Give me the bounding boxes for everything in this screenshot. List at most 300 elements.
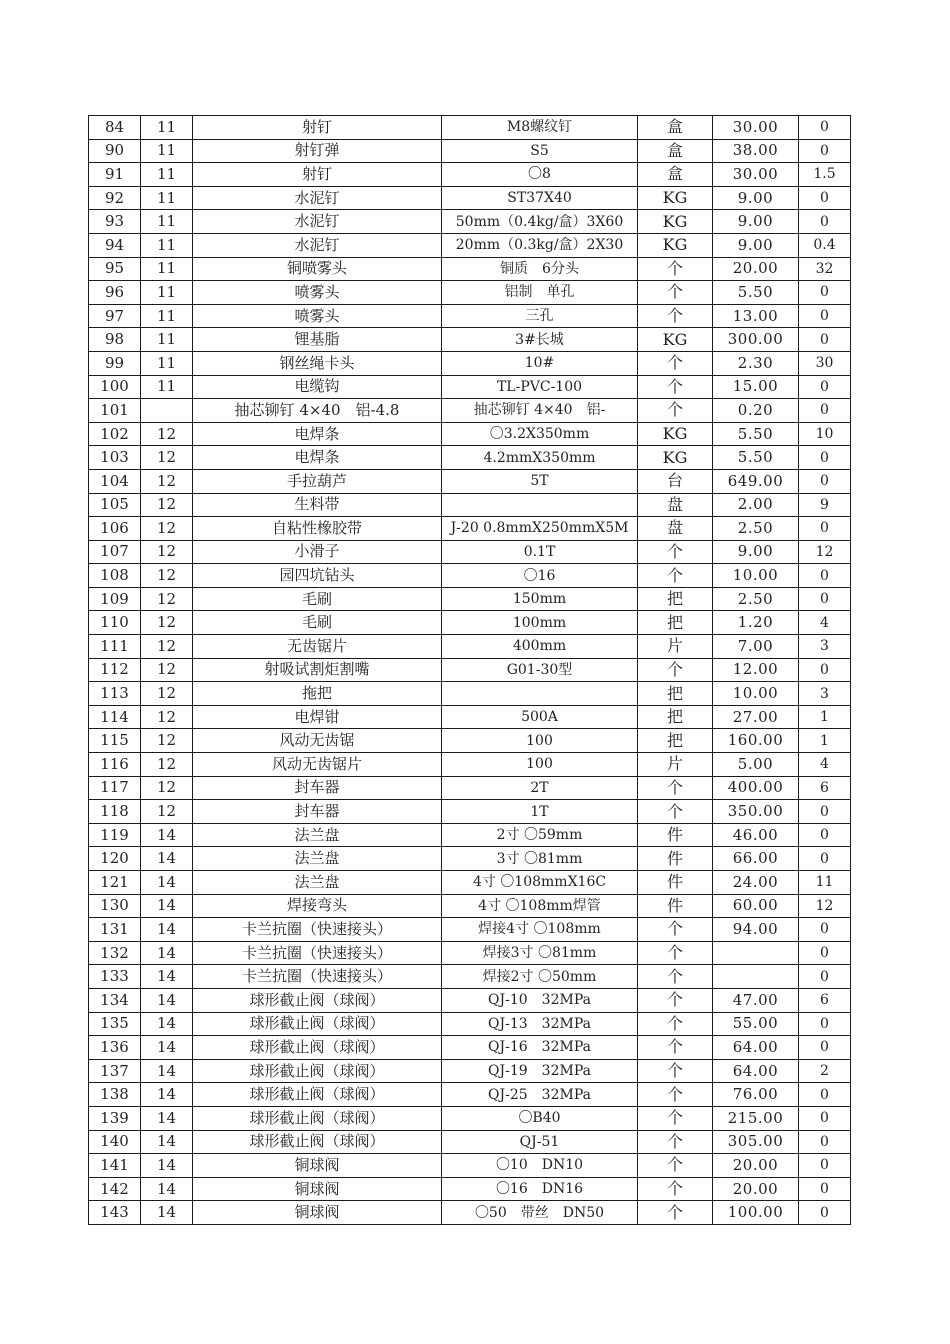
specification-cell: 焊接4寸 〇108mm xyxy=(442,918,638,942)
unit-cell: 把 xyxy=(638,729,713,753)
unit-cell: 盒 xyxy=(638,139,713,163)
unit-price-cell: 215.00 xyxy=(713,1106,799,1130)
unit-price-cell: 24.00 xyxy=(713,871,799,895)
item-name-cell: 钢丝绳卡头 xyxy=(193,351,442,375)
unit-price-cell: 38.00 xyxy=(713,139,799,163)
unit-price-cell: 47.00 xyxy=(713,988,799,1012)
item-number-cell: 139 xyxy=(89,1106,141,1130)
unit-price-cell: 0.20 xyxy=(713,399,799,423)
item-name-cell: 风动无齿锯片 xyxy=(193,753,442,777)
category-cell: 14 xyxy=(141,941,193,965)
unit-cell: 片 xyxy=(638,635,713,659)
quantity-cell: 0 xyxy=(799,1177,851,1201)
unit-cell: KG xyxy=(638,328,713,352)
unit-cell: 盘 xyxy=(638,517,713,541)
item-number-cell: 112 xyxy=(89,658,141,682)
item-name-cell: 小滑子 xyxy=(193,540,442,564)
item-number-cell: 143 xyxy=(89,1201,141,1225)
specification-cell: 50mm（0.4kg/盒）3X60 xyxy=(442,210,638,234)
quantity-cell: 1 xyxy=(799,705,851,729)
category-cell: 12 xyxy=(141,422,193,446)
quantity-cell: 0 xyxy=(799,941,851,965)
quantity-cell: 0 xyxy=(799,1036,851,1060)
quantity-cell: 4 xyxy=(799,611,851,635)
unit-cell: 个 xyxy=(638,1059,713,1083)
quantity-cell: 0 xyxy=(799,399,851,423)
unit-cell: 个 xyxy=(638,1177,713,1201)
item-name-cell: 电缆钩 xyxy=(193,375,442,399)
table-row xyxy=(89,1059,851,1083)
table-row xyxy=(89,1130,851,1154)
quantity-cell: 0 xyxy=(799,587,851,611)
unit-price-cell: 55.00 xyxy=(713,1012,799,1036)
table-row xyxy=(89,776,851,800)
category-cell: 12 xyxy=(141,682,193,706)
unit-price-cell: 13.00 xyxy=(713,304,799,328)
specification-cell: 0.1T xyxy=(442,540,638,564)
category-cell: 14 xyxy=(141,1154,193,1178)
specification-cell: G01-30型 xyxy=(442,658,638,682)
table-row xyxy=(89,1012,851,1036)
item-name-cell: 锂基脂 xyxy=(193,328,442,352)
table-row xyxy=(89,705,851,729)
table-row xyxy=(89,351,851,375)
quantity-cell: 0 xyxy=(799,1106,851,1130)
item-name-cell: 封车器 xyxy=(193,776,442,800)
unit-cell: 把 xyxy=(638,705,713,729)
item-name-cell: 卡兰抗圈（快速接头） xyxy=(193,918,442,942)
item-number-cell: 116 xyxy=(89,753,141,777)
quantity-cell: 6 xyxy=(799,776,851,800)
quantity-cell: 10 xyxy=(799,422,851,446)
unit-price-cell: 30.00 xyxy=(713,116,799,140)
category-cell: 12 xyxy=(141,493,193,517)
unit-price-cell xyxy=(713,965,799,989)
category-cell: 14 xyxy=(141,1059,193,1083)
unit-price-cell: 9.00 xyxy=(713,233,799,257)
item-number-cell: 117 xyxy=(89,776,141,800)
table-row xyxy=(89,540,851,564)
item-name-cell: 射吸试割炬割嘴 xyxy=(193,658,442,682)
quantity-cell: 0 xyxy=(799,116,851,140)
specification-cell: 〇3.2X350mm xyxy=(442,422,638,446)
unit-cell: 件 xyxy=(638,823,713,847)
table-row xyxy=(89,965,851,989)
table-row xyxy=(89,587,851,611)
table-row xyxy=(89,469,851,493)
table-row xyxy=(89,281,851,305)
specification-cell: 20mm（0.3kg/盒）2X30 xyxy=(442,233,638,257)
quantity-cell: 12 xyxy=(799,540,851,564)
table-row xyxy=(89,1036,851,1060)
item-number-cell: 130 xyxy=(89,894,141,918)
specification-cell: 三孔 xyxy=(442,304,638,328)
item-number-cell: 106 xyxy=(89,517,141,541)
category-cell: 14 xyxy=(141,894,193,918)
unit-cell: 件 xyxy=(638,871,713,895)
unit-cell: 件 xyxy=(638,847,713,871)
quantity-cell: 30 xyxy=(799,351,851,375)
unit-cell: KG xyxy=(638,210,713,234)
inventory-table-body xyxy=(89,116,851,1225)
category-cell: 11 xyxy=(141,163,193,187)
unit-cell: KG xyxy=(638,233,713,257)
quantity-cell: 0 xyxy=(799,304,851,328)
item-number-cell: 104 xyxy=(89,469,141,493)
quantity-cell: 0 xyxy=(799,517,851,541)
unit-price-cell: 27.00 xyxy=(713,705,799,729)
category-cell: 12 xyxy=(141,469,193,493)
item-name-cell: 无齿锯片 xyxy=(193,635,442,659)
item-number-cell: 110 xyxy=(89,611,141,635)
item-number-cell: 93 xyxy=(89,210,141,234)
item-number-cell: 121 xyxy=(89,871,141,895)
specification-cell: 5T xyxy=(442,469,638,493)
unit-price-cell: 76.00 xyxy=(713,1083,799,1107)
category-cell: 12 xyxy=(141,658,193,682)
item-number-cell: 97 xyxy=(89,304,141,328)
item-name-cell: 风动无齿锯 xyxy=(193,729,442,753)
specification-cell: 500A xyxy=(442,705,638,729)
table-row xyxy=(89,328,851,352)
unit-cell: 把 xyxy=(638,611,713,635)
item-name-cell: 自粘性橡胶带 xyxy=(193,517,442,541)
item-name-cell: 喷雾头 xyxy=(193,281,442,305)
specification-cell: S5 xyxy=(442,139,638,163)
specification-cell: 4寸 〇108mm焊管 xyxy=(442,894,638,918)
unit-price-cell: 30.00 xyxy=(713,163,799,187)
item-number-cell: 84 xyxy=(89,116,141,140)
table-row xyxy=(89,823,851,847)
unit-price-cell: 64.00 xyxy=(713,1059,799,1083)
table-row xyxy=(89,1106,851,1130)
item-name-cell: 手拉葫芦 xyxy=(193,469,442,493)
table-row xyxy=(89,1083,851,1107)
table-row xyxy=(89,988,851,1012)
specification-cell: 150mm xyxy=(442,587,638,611)
item-number-cell: 98 xyxy=(89,328,141,352)
item-name-cell: 铜球阀 xyxy=(193,1201,442,1225)
quantity-cell: 4 xyxy=(799,753,851,777)
quantity-cell: 0 xyxy=(799,918,851,942)
unit-price-cell: 160.00 xyxy=(713,729,799,753)
unit-price-cell: 2.50 xyxy=(713,587,799,611)
unit-cell: 个 xyxy=(638,918,713,942)
specification-cell: M8螺纹钉 xyxy=(442,116,638,140)
table-row xyxy=(89,233,851,257)
unit-cell: 个 xyxy=(638,1036,713,1060)
item-number-cell: 115 xyxy=(89,729,141,753)
item-number-cell: 96 xyxy=(89,281,141,305)
unit-price-cell: 9.00 xyxy=(713,210,799,234)
item-name-cell: 封车器 xyxy=(193,800,442,824)
item-number-cell: 92 xyxy=(89,186,141,210)
quantity-cell: 1 xyxy=(799,729,851,753)
category-cell: 12 xyxy=(141,540,193,564)
category-cell: 12 xyxy=(141,446,193,470)
unit-cell: 个 xyxy=(638,800,713,824)
quantity-cell: 6 xyxy=(799,988,851,1012)
unit-price-cell: 9.00 xyxy=(713,186,799,210)
category-cell: 11 xyxy=(141,210,193,234)
table-row xyxy=(89,871,851,895)
item-number-cell: 135 xyxy=(89,1012,141,1036)
item-name-cell: 焊接弯头 xyxy=(193,894,442,918)
unit-cell: 个 xyxy=(638,1012,713,1036)
specification-cell: QJ-51 xyxy=(442,1130,638,1154)
specification-cell: 〇B40 xyxy=(442,1106,638,1130)
unit-price-cell: 10.00 xyxy=(713,682,799,706)
quantity-cell: 0 xyxy=(799,1154,851,1178)
category-cell: 14 xyxy=(141,1177,193,1201)
unit-cell: KG xyxy=(638,446,713,470)
specification-cell: 〇50 带丝 DN50 xyxy=(442,1201,638,1225)
item-number-cell: 142 xyxy=(89,1177,141,1201)
item-number-cell: 141 xyxy=(89,1154,141,1178)
category-cell: 14 xyxy=(141,965,193,989)
unit-cell: 个 xyxy=(638,1130,713,1154)
category-cell: 12 xyxy=(141,776,193,800)
item-number-cell: 99 xyxy=(89,351,141,375)
quantity-cell: 2 xyxy=(799,1059,851,1083)
table-row xyxy=(89,611,851,635)
quantity-cell: 0 xyxy=(799,1201,851,1225)
unit-cell: 个 xyxy=(638,1083,713,1107)
specification-cell: QJ-10 32MPa xyxy=(442,988,638,1012)
item-name-cell: 抽芯铆钉 4×40 铝-4.8 xyxy=(193,399,442,423)
unit-price-cell: 20.00 xyxy=(713,1154,799,1178)
category-cell: 11 xyxy=(141,186,193,210)
table-row xyxy=(89,139,851,163)
quantity-cell: 0 xyxy=(799,139,851,163)
category-cell: 14 xyxy=(141,918,193,942)
unit-cell: 个 xyxy=(638,1106,713,1130)
unit-price-cell: 300.00 xyxy=(713,328,799,352)
specification-cell: 100 xyxy=(442,729,638,753)
item-number-cell: 132 xyxy=(89,941,141,965)
specification-cell: 4寸 〇108mmX16C xyxy=(442,871,638,895)
category-cell: 14 xyxy=(141,871,193,895)
unit-price-cell: 60.00 xyxy=(713,894,799,918)
quantity-cell: 0 xyxy=(799,186,851,210)
specification-cell: 焊接2寸 〇50mm xyxy=(442,965,638,989)
quantity-cell: 0.4 xyxy=(799,233,851,257)
table-row xyxy=(89,564,851,588)
quantity-cell: 0 xyxy=(799,658,851,682)
category-cell: 11 xyxy=(141,257,193,281)
table-row xyxy=(89,257,851,281)
table-row xyxy=(89,658,851,682)
unit-cell: 个 xyxy=(638,988,713,1012)
quantity-cell: 11 xyxy=(799,871,851,895)
unit-price-cell: 400.00 xyxy=(713,776,799,800)
category-cell: 11 xyxy=(141,233,193,257)
specification-cell: 400mm xyxy=(442,635,638,659)
item-number-cell: 100 xyxy=(89,375,141,399)
table-row xyxy=(89,210,851,234)
unit-cell: 个 xyxy=(638,351,713,375)
item-name-cell: 生料带 xyxy=(193,493,442,517)
table-row xyxy=(89,116,851,140)
quantity-cell: 0 xyxy=(799,564,851,588)
unit-price-cell: 12.00 xyxy=(713,658,799,682)
item-number-cell: 94 xyxy=(89,233,141,257)
item-name-cell: 喷雾头 xyxy=(193,304,442,328)
specification-cell: 〇10 DN10 xyxy=(442,1154,638,1178)
item-number-cell: 118 xyxy=(89,800,141,824)
unit-price-cell: 9.00 xyxy=(713,540,799,564)
item-name-cell: 法兰盘 xyxy=(193,871,442,895)
item-number-cell: 95 xyxy=(89,257,141,281)
unit-cell: 个 xyxy=(638,564,713,588)
specification-cell: 1T xyxy=(442,800,638,824)
table-row xyxy=(89,729,851,753)
table-row xyxy=(89,800,851,824)
unit-cell: 件 xyxy=(638,894,713,918)
item-number-cell: 113 xyxy=(89,682,141,706)
item-number-cell: 107 xyxy=(89,540,141,564)
unit-price-cell: 94.00 xyxy=(713,918,799,942)
specification-cell: 100mm xyxy=(442,611,638,635)
unit-cell: 把 xyxy=(638,587,713,611)
table-row xyxy=(89,493,851,517)
quantity-cell: 0 xyxy=(799,469,851,493)
unit-price-cell: 305.00 xyxy=(713,1130,799,1154)
item-name-cell: 球形截止阀（球阀） xyxy=(193,1059,442,1083)
specification-cell: TL-PVC-100 xyxy=(442,375,638,399)
item-name-cell: 电焊条 xyxy=(193,422,442,446)
unit-cell: 盘 xyxy=(638,493,713,517)
item-name-cell: 球形截止阀（球阀） xyxy=(193,1083,442,1107)
item-name-cell: 球形截止阀（球阀） xyxy=(193,1130,442,1154)
item-number-cell: 91 xyxy=(89,163,141,187)
category-cell: 12 xyxy=(141,587,193,611)
specification-cell: QJ-19 32MPa xyxy=(442,1059,638,1083)
unit-cell: 个 xyxy=(638,399,713,423)
specification-cell: J-20 0.8mmX250mmX5M xyxy=(442,517,638,541)
unit-cell: KG xyxy=(638,422,713,446)
table-row xyxy=(89,422,851,446)
category-cell: 12 xyxy=(141,800,193,824)
inventory-table xyxy=(88,115,851,1225)
specification-cell: 100 xyxy=(442,753,638,777)
item-name-cell: 毛刷 xyxy=(193,611,442,635)
quantity-cell: 0 xyxy=(799,800,851,824)
item-name-cell: 水泥钉 xyxy=(193,233,442,257)
item-name-cell: 球形截止阀（球阀） xyxy=(193,1012,442,1036)
unit-cell: 个 xyxy=(638,540,713,564)
item-number-cell: 111 xyxy=(89,635,141,659)
item-number-cell: 114 xyxy=(89,705,141,729)
unit-price-cell: 649.00 xyxy=(713,469,799,493)
item-name-cell: 水泥钉 xyxy=(193,210,442,234)
category-cell: 12 xyxy=(141,517,193,541)
category-cell: 14 xyxy=(141,1106,193,1130)
item-name-cell: 卡兰抗圈（快速接头） xyxy=(193,965,442,989)
category-cell: 11 xyxy=(141,116,193,140)
category-cell: 14 xyxy=(141,988,193,1012)
category-cell: 12 xyxy=(141,705,193,729)
specification-cell: QJ-16 32MPa xyxy=(442,1036,638,1060)
item-name-cell: 卡兰抗圈（快速接头） xyxy=(193,941,442,965)
unit-price-cell: 2.00 xyxy=(713,493,799,517)
item-number-cell: 108 xyxy=(89,564,141,588)
specification-cell: 3#长城 xyxy=(442,328,638,352)
item-number-cell: 119 xyxy=(89,823,141,847)
quantity-cell: 9 xyxy=(799,493,851,517)
specification-cell: 铝制 单孔 xyxy=(442,281,638,305)
specification-cell: 〇8 xyxy=(442,163,638,187)
unit-price-cell: 10.00 xyxy=(713,564,799,588)
unit-cell: 盒 xyxy=(638,116,713,140)
unit-price-cell: 20.00 xyxy=(713,257,799,281)
item-name-cell: 电焊钳 xyxy=(193,705,442,729)
specification-cell: 2T xyxy=(442,776,638,800)
table-row xyxy=(89,918,851,942)
item-number-cell: 103 xyxy=(89,446,141,470)
table-row xyxy=(89,517,851,541)
specification-cell: QJ-25 32MPa xyxy=(442,1083,638,1107)
category-cell: 12 xyxy=(141,729,193,753)
quantity-cell: 0 xyxy=(799,1012,851,1036)
quantity-cell: 32 xyxy=(799,257,851,281)
item-name-cell: 射钉弹 xyxy=(193,139,442,163)
table-row xyxy=(89,1154,851,1178)
quantity-cell: 0 xyxy=(799,823,851,847)
item-name-cell: 球形截止阀（球阀） xyxy=(193,988,442,1012)
item-number-cell: 102 xyxy=(89,422,141,446)
category-cell: 14 xyxy=(141,1201,193,1225)
table-row xyxy=(89,894,851,918)
table-row xyxy=(89,163,851,187)
unit-cell: 个 xyxy=(638,304,713,328)
quantity-cell: 0 xyxy=(799,281,851,305)
category-cell: 12 xyxy=(141,635,193,659)
item-name-cell: 铜球阀 xyxy=(193,1154,442,1178)
table-row xyxy=(89,446,851,470)
quantity-cell: 0 xyxy=(799,210,851,234)
unit-cell: 个 xyxy=(638,941,713,965)
unit-cell: 个 xyxy=(638,1154,713,1178)
quantity-cell: 1.5 xyxy=(799,163,851,187)
unit-price-cell xyxy=(713,941,799,965)
unit-price-cell: 20.00 xyxy=(713,1177,799,1201)
category-cell: 12 xyxy=(141,753,193,777)
specification-cell xyxy=(442,682,638,706)
item-number-cell: 133 xyxy=(89,965,141,989)
category-cell: 14 xyxy=(141,847,193,871)
unit-price-cell: 5.00 xyxy=(713,753,799,777)
quantity-cell: 12 xyxy=(799,894,851,918)
table-row xyxy=(89,941,851,965)
specification-cell: 〇16 xyxy=(442,564,638,588)
specification-cell xyxy=(442,493,638,517)
unit-cell: 盒 xyxy=(638,163,713,187)
unit-price-cell: 5.50 xyxy=(713,281,799,305)
quantity-cell: 3 xyxy=(799,682,851,706)
specification-cell: QJ-13 32MPa xyxy=(442,1012,638,1036)
item-number-cell: 131 xyxy=(89,918,141,942)
item-number-cell: 138 xyxy=(89,1083,141,1107)
specification-cell: 4.2mmX350mm xyxy=(442,446,638,470)
quantity-cell: 0 xyxy=(799,1130,851,1154)
table-row xyxy=(89,847,851,871)
unit-cell: KG xyxy=(638,186,713,210)
unit-cell: 片 xyxy=(638,753,713,777)
category-cell: 14 xyxy=(141,1012,193,1036)
unit-cell: 个 xyxy=(638,281,713,305)
unit-price-cell: 46.00 xyxy=(713,823,799,847)
